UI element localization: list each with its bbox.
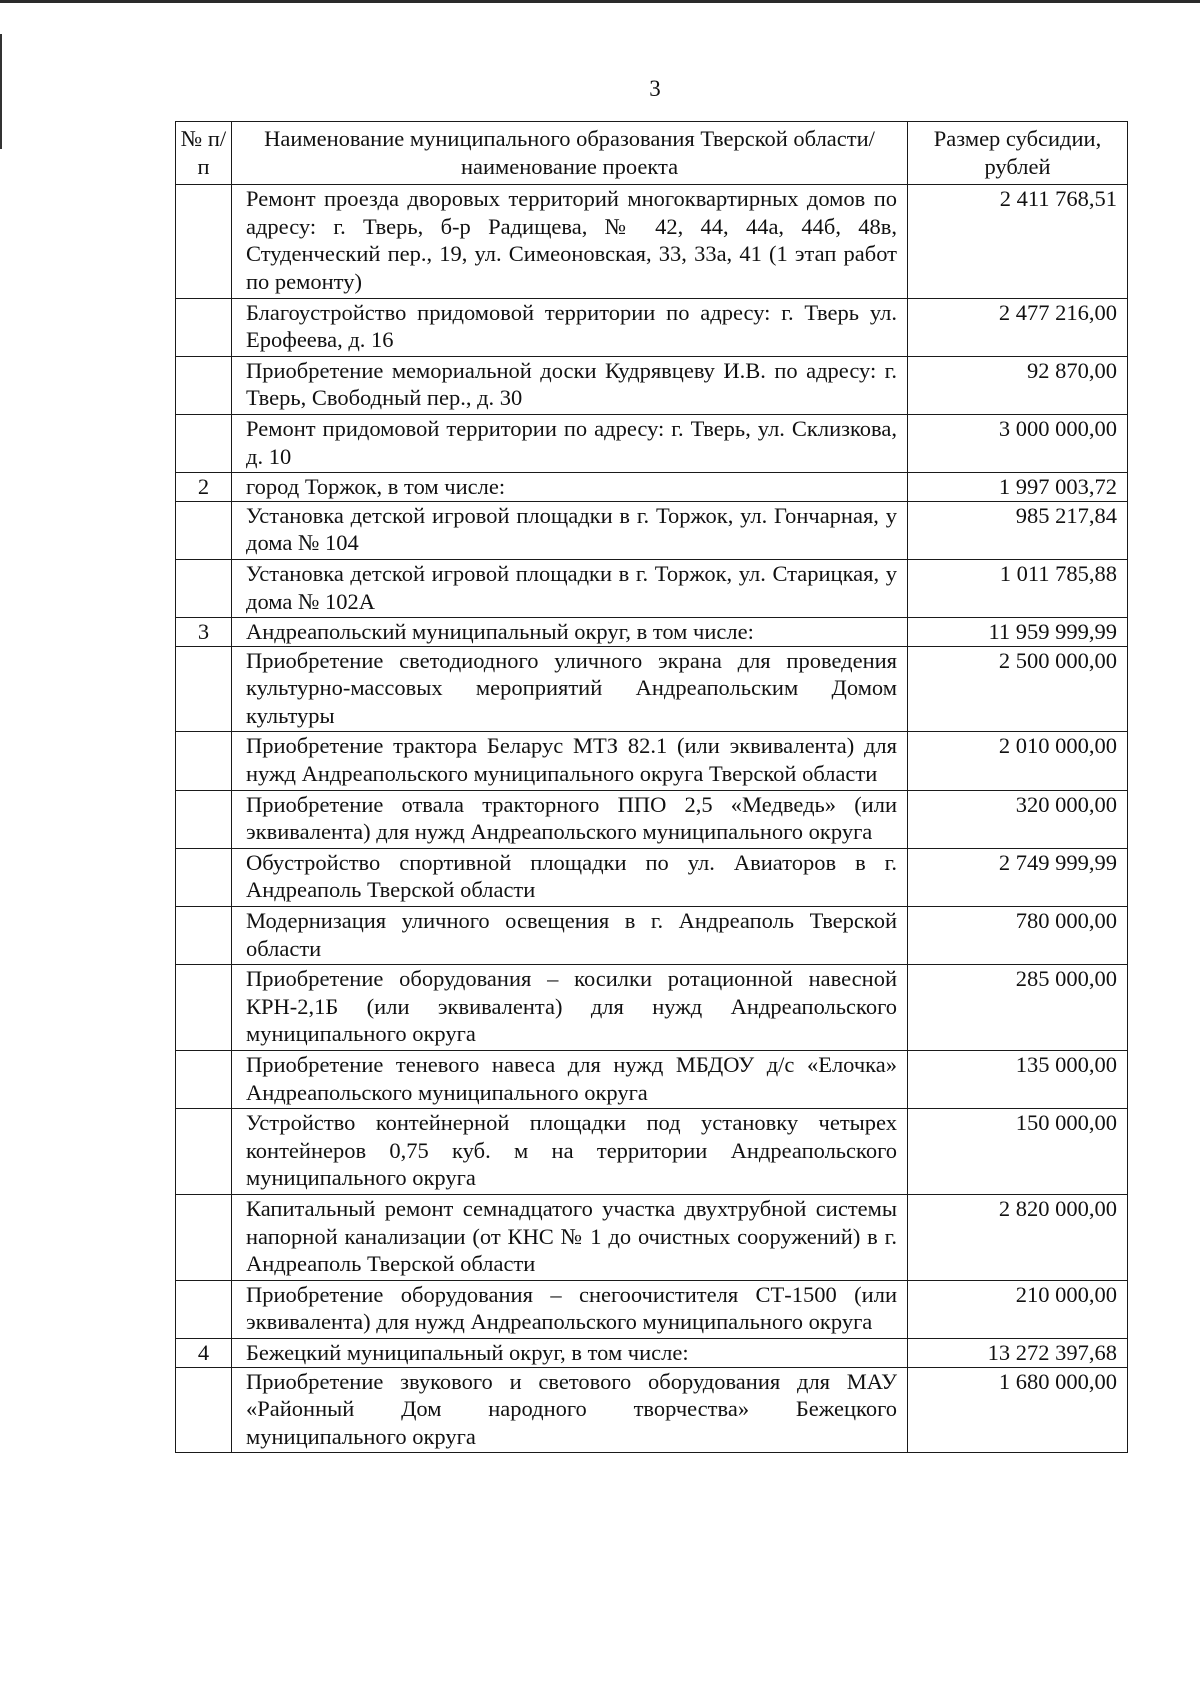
row-num [176,298,232,356]
subsidy-table [175,121,1128,1453]
row-name: Устройство контейнерной площадки под установку четырех контейнеров 0,75 куб. м на территории Андреапольского муниципального округа [232,1109,908,1195]
table-row [176,501,1128,559]
table-row-subtotal [176,473,1128,502]
scan-top-edge [0,0,1200,3]
row-amount: 210 000,00 [908,1280,1128,1338]
row-name: Ремонт проезда дворовых территорий многоквартирных домов по адресу: г. Тверь, б-р Радищева, № 42, 44, 44а, 44б, 48в, Студенческий пер., 19, ул. Симеоновская, 33, 33а, 41 (1 этап работ по ремонту) [232,185,908,298]
row-name: Установка детской игровой площадки в г. Торжок, ул. Гончарная, у дома № 104 [232,501,908,559]
row-num [176,1051,232,1109]
row-amount: 2 477 216,00 [908,298,1128,356]
table-row-subtotal [176,618,1128,647]
row-name: Приобретение отвала тракторного ППО 2,5 «Медведь» (или эквивалента) для нужд Андреапольского муниципального округа [232,790,908,848]
row-amount: 320 000,00 [908,790,1128,848]
row-num [176,559,232,617]
row-amount: 135 000,00 [908,1051,1128,1109]
row-num [176,965,232,1051]
row-num: 2 [176,473,232,502]
row-amount: 780 000,00 [908,907,1128,965]
row-amount: 2 500 000,00 [908,646,1128,732]
row-num [176,1194,232,1280]
row-amount: 13 272 397,68 [908,1338,1128,1367]
table-row [176,848,1128,906]
table-row [176,732,1128,790]
row-num [176,414,232,472]
row-amount: 1 997 003,72 [908,473,1128,502]
row-name: Приобретение оборудования – снегоочистителя СТ-1500 (или эквивалента) для нужд Андреапольского муниципального округа [232,1280,908,1338]
row-name: Капитальный ремонт семнадцатого участка двухтрубной системы напорной канализации (от КНС № 1 до очистных сооружений) в г. Андреаполь Тверской области [232,1194,908,1280]
row-name: Приобретение мемориальной доски Кудрявцеву И.В. по адресу: г. Тверь, Свободный пер., д. 30 [232,356,908,414]
row-num [176,907,232,965]
table-row [176,356,1128,414]
row-num [176,356,232,414]
row-name: Благоустройство придомовой территории по адресу: г. Тверь ул. Ерофеева, д. 16 [232,298,908,356]
row-name: Приобретение трактора Беларус МТЗ 82.1 (или эквивалента) для нужд Андреапольского муниципального округа Тверской области [232,732,908,790]
row-num [176,732,232,790]
table-row [176,1194,1128,1280]
table-row-subtotal [176,1338,1128,1367]
row-name: Андреапольский муниципальный округ, в том числе: [232,618,908,647]
row-num: 3 [176,618,232,647]
row-name: Установка детской игровой площадки в г. Торжок, ул. Старицкая, у дома № 102А [232,559,908,617]
table-row [176,965,1128,1051]
table-row [176,646,1128,732]
row-num [176,501,232,559]
table-row [176,907,1128,965]
row-amount: 985 217,84 [908,501,1128,559]
row-amount: 285 000,00 [908,965,1128,1051]
row-num [176,1367,232,1453]
row-name: Модернизация уличного освещения в г. Андреаполь Тверской области [232,907,908,965]
table-row [176,414,1128,472]
row-amount: 1 680 000,00 [908,1367,1128,1453]
row-name: город Торжок, в том числе: [232,473,908,502]
table-row [176,1280,1128,1338]
row-num [176,185,232,298]
row-num [176,646,232,732]
table-row [176,559,1128,617]
row-num [176,1109,232,1195]
row-amount: 2 749 999,99 [908,848,1128,906]
row-name: Обустройство спортивной площадки по ул. Авиаторов в г. Андреаполь Тверской области [232,848,908,906]
row-name: Бежецкий муниципальный округ, в том числе: [232,1338,908,1367]
table-row [176,1051,1128,1109]
row-amount: 2 010 000,00 [908,732,1128,790]
table-row [176,298,1128,356]
row-amount: 1 011 785,88 [908,559,1128,617]
row-name: Приобретение оборудования – косилки ротационной навесной КРН-2,1Б (или эквивалента) для нужд Андреапольского муниципального округа [232,965,908,1051]
table-row [176,185,1128,298]
row-num [176,848,232,906]
table-header-row [176,122,1128,185]
header-name: Наименование муниципального образования Тверской области/наименование проекта [232,122,908,185]
row-name: Приобретение теневого навеса для нужд МБДОУ д/с «Елочка» Андреапольского муниципального округа [232,1051,908,1109]
row-num [176,1280,232,1338]
row-num [176,790,232,848]
row-num: 4 [176,1338,232,1367]
row-name: Ремонт придомовой территории по адресу: г. Тверь, ул. Склизкова, д. 10 [232,414,908,472]
row-amount: 92 870,00 [908,356,1128,414]
header-amount: Размер субсидии, рублей [908,122,1128,185]
table-row [176,1367,1128,1453]
table-row [176,790,1128,848]
row-amount: 2 820 000,00 [908,1194,1128,1280]
row-name: Приобретение звукового и светового оборудования для МАУ «Районный Дом народного творчества» Бежецкого муниципального округа [232,1367,908,1453]
row-amount: 150 000,00 [908,1109,1128,1195]
row-amount: 2 411 768,51 [908,185,1128,298]
page-number: 3 [649,76,661,101]
row-amount: 11 959 999,99 [908,618,1128,647]
row-amount: 3 000 000,00 [908,414,1128,472]
row-name: Приобретение светодиодного уличного экрана для проведения культурно-массовых мероприятий Андреапольским Домом культуры [232,646,908,732]
table-row [176,1109,1128,1195]
header-num: № п/п [176,122,232,185]
